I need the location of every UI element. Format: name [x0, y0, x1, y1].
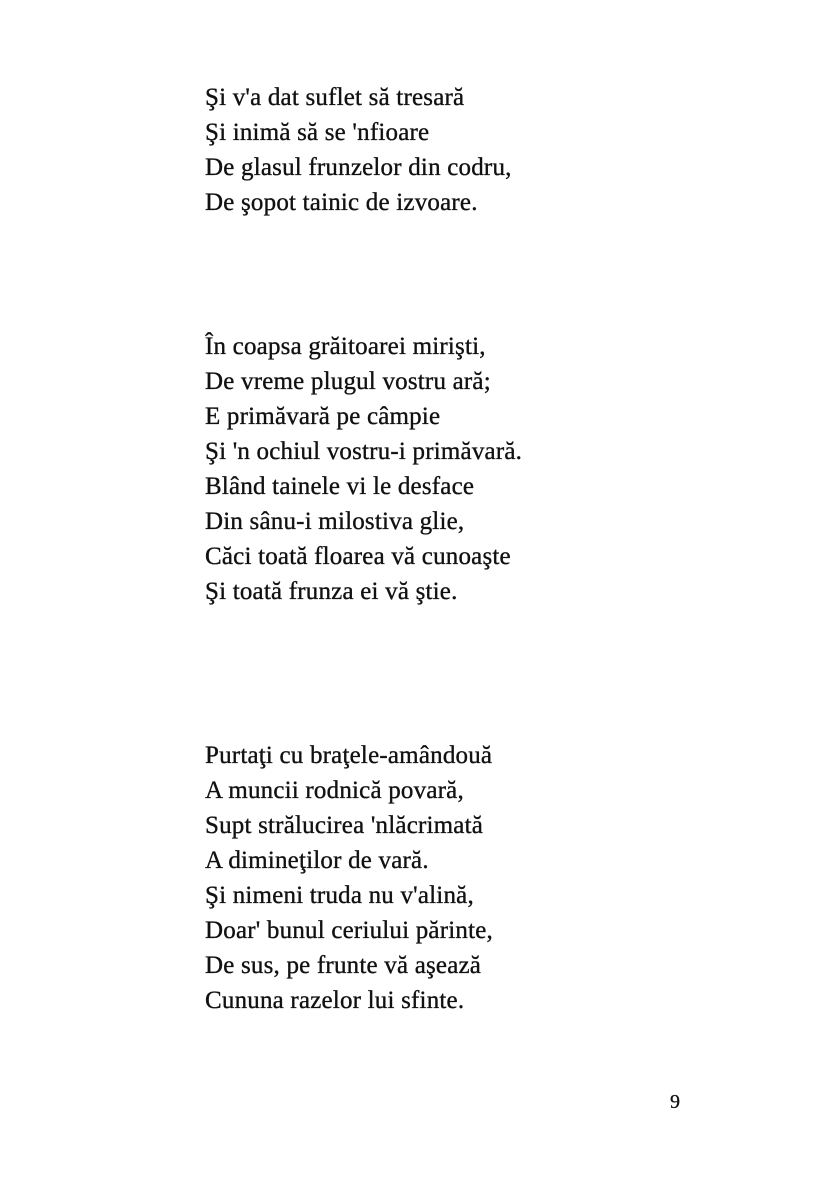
poem-line: Din sânu-i milostiva glie,: [205, 508, 465, 535]
poem-line: De sus, pe frunte vă aşează: [205, 952, 482, 979]
poem-line: Blând tainele vi le desface: [205, 473, 475, 500]
poem-line: A dimineţilor de vară.: [205, 847, 429, 874]
poem-line: De glasul frunzelor din codru,: [205, 154, 512, 181]
poem-line: E primăvară pe câmpie: [205, 403, 441, 430]
poem-line: Căci toată floarea vă cunoaşte: [205, 543, 511, 570]
poem-line: De vreme plugul vostru ară;: [205, 368, 491, 395]
poem-line: Şi toată frunza ei vă ştie.: [205, 578, 458, 605]
page-number: 9: [670, 1091, 680, 1113]
stanza-3: [205, 738, 493, 1018]
poem-line: În coapsa grăitoarei mirişti,: [205, 333, 486, 360]
poem-line: Şi 'n ochiul vostru-i primăvară.: [205, 438, 523, 465]
poem-line: Cununa razelor lui sfinte.: [205, 987, 465, 1014]
poem-line: Supt strălucirea 'nlăcrimată: [205, 812, 484, 839]
poem-line: Şi inimă să se 'nfioare: [205, 119, 430, 146]
stanza-1: [205, 80, 512, 220]
poem-line: A muncii rodnică povară,: [205, 777, 464, 804]
poem-line: Doar' bunul ceriului părinte,: [205, 917, 493, 944]
poem-line: Şi v'a dat suflet să tresară: [205, 84, 465, 111]
stanza-2: [205, 329, 522, 609]
poem-line: Purtaţi cu braţele-amândouă: [205, 742, 493, 769]
poem-line: Şi nimeni truda nu v'alină,: [205, 882, 474, 909]
poem-line: De şopot tainic de izvoare.: [205, 189, 478, 216]
